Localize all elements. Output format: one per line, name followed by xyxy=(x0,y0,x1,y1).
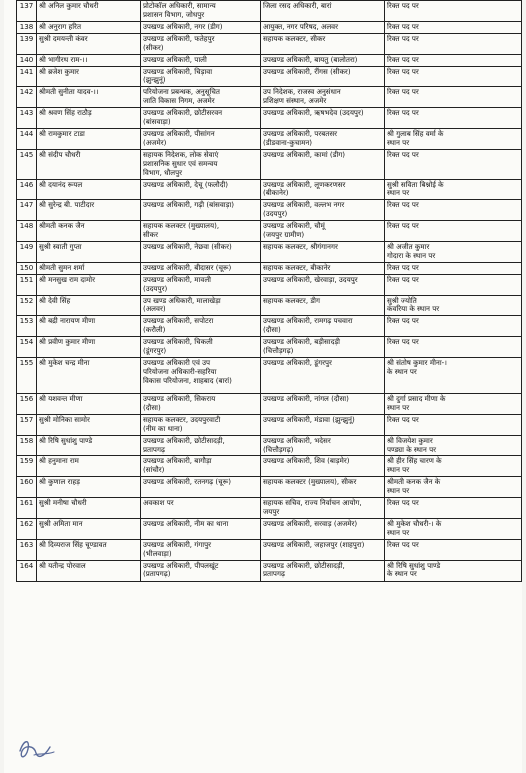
table-row xyxy=(17,295,522,316)
remark-cell: रिक्त पद पर xyxy=(385,21,522,33)
serial-number-cell: 163 xyxy=(17,539,37,560)
serial-number-cell: 139 xyxy=(17,33,37,54)
remark-cell: रिक्त पद पर xyxy=(385,498,522,519)
officer-name-cell: श्रीमती कनक जैन xyxy=(37,221,141,242)
current-posting-cell: अवकाश पर xyxy=(141,498,261,519)
serial-number-cell: 143 xyxy=(17,108,37,129)
new-posting-cell: उपखण्ड अधिकारी, बड़ीसादड़ी (चित्तौड़गढ़) xyxy=(261,337,385,358)
serial-number-cell: 162 xyxy=(17,518,37,539)
serial-number-cell: 141 xyxy=(17,66,37,87)
new-posting-cell: आयुक्त, नगर परिषद, अलवर xyxy=(261,21,385,33)
serial-number-cell: 142 xyxy=(17,87,37,108)
new-posting-cell: उपखण्ड अधिकारी, खेरवाड़ा, उदयपुर xyxy=(261,274,385,295)
table-row xyxy=(17,149,522,179)
remark-cell: रिक्त पद पर xyxy=(385,108,522,129)
current-posting-cell: उपखण्ड अधिकारी, चिड़ावा (झुन्झुनूं) xyxy=(141,66,261,87)
serial-number-cell: 160 xyxy=(17,477,37,498)
serial-number-cell: 158 xyxy=(17,435,37,456)
officer-name-cell: सुश्री मनीषा चौधरी xyxy=(37,498,141,519)
new-posting-cell: जिला रसद अधिकारी, बारां xyxy=(261,1,385,22)
officer-name-cell: श्री अनिल कुमार चौधरी xyxy=(37,1,141,22)
new-posting-cell: सहायक कलक्टर, डीग xyxy=(261,295,385,316)
serial-number-cell: 146 xyxy=(17,179,37,200)
table-row xyxy=(17,179,522,200)
current-posting-cell: सहायक निदेशक, लोक सेवाएं प्रशासनिक सुधार एवं समन्वय विभाग, धौलपुर xyxy=(141,149,261,179)
serial-number-cell: 157 xyxy=(17,414,37,435)
officer-name-cell: श्री रिषि सुधांशु पाण्डे xyxy=(37,435,141,456)
serial-number-cell: 145 xyxy=(17,149,37,179)
new-posting-cell: सहायक कलक्टर (मुख्यालय), सीकर xyxy=(261,477,385,498)
remark-cell: सुश्री सविता बिश्नोई के स्थान पर xyxy=(385,179,522,200)
new-posting-cell: उपखण्ड अधिकारी, वल्लभ नगर (उदयपुर) xyxy=(261,200,385,221)
transfer-table xyxy=(16,0,522,582)
serial-number-cell: 147 xyxy=(17,200,37,221)
new-posting-cell: सहायक कलक्टर, बीकानेर xyxy=(261,262,385,274)
new-posting-cell: उपखण्ड अधिकारी, नांगल (दौसा) xyxy=(261,394,385,415)
current-posting-cell: उपखण्ड अधिकारी, नीम का थाना xyxy=(141,518,261,539)
officer-name-cell: श्री अनुराग हरित xyxy=(37,21,141,33)
remark-cell: रिक्त पद पर xyxy=(385,1,522,22)
table-row xyxy=(17,414,522,435)
remark-cell: श्री मुकेश चौधरी-। के स्थान पर xyxy=(385,518,522,539)
table-row xyxy=(17,560,522,581)
new-posting-cell: उपखण्ड अधिकारी, बायतु (बालोतरा) xyxy=(261,54,385,66)
current-posting-cell: उप खण्ड अधिकारी, मालाखेड़ा (अलवर) xyxy=(141,295,261,316)
current-posting-cell: उपखण्ड अधिकारी, पीपलखूंट (प्रतापगढ़) xyxy=(141,560,261,581)
remark-cell: श्री रिषि सुधांशु पाण्डे के स्थान पर xyxy=(385,560,522,581)
officer-name-cell: सुश्री अमिता मान xyxy=(37,518,141,539)
current-posting-cell: सहायक कलक्टर (मुख्यालय), सीकर xyxy=(141,221,261,242)
table-row xyxy=(17,274,522,295)
current-posting-cell: उपखण्ड अधिकारी, सपोटरा (करौली) xyxy=(141,316,261,337)
current-posting-cell: प्रोटोकॉल अधिकारी, सामान्य प्रशासन विभाग, जोधपुर xyxy=(141,1,261,22)
current-posting-cell: सहायक कलक्टर, उदयपुरवाटी (नीम का थाना) xyxy=(141,414,261,435)
current-posting-cell: उपखण्ड अधिकारी, मावली (उदयपुर) xyxy=(141,274,261,295)
remark-cell: रिक्त पद पर xyxy=(385,539,522,560)
officer-name-cell: श्री देवी सिंह xyxy=(37,295,141,316)
serial-number-cell: 154 xyxy=(17,337,37,358)
officer-name-cell: श्री हनुमाना राम xyxy=(37,456,141,477)
new-posting-cell: उपखण्ड अधिकारी, भदेसर (चित्तौड़गढ़) xyxy=(261,435,385,456)
new-posting-cell: उपखण्ड अधिकारी, लूणकरणसर (बीकानेर) xyxy=(261,179,385,200)
table-row xyxy=(17,87,522,108)
officer-name-cell: श्रीमती सुनीता यादव-।। xyxy=(37,87,141,108)
new-posting-cell: सहायक सचिव, राज्य निर्वाचन आयोग, जयपुर xyxy=(261,498,385,519)
current-posting-cell: उपखण्ड अधिकारी, पाली xyxy=(141,54,261,66)
new-posting-cell: उपखण्ड अधिकारी, चौमूं (जयपुर ग्रामीण) xyxy=(261,221,385,242)
table-row xyxy=(17,435,522,456)
serial-number-cell: 156 xyxy=(17,394,37,415)
current-posting-cell: उपखण्ड अधिकारी, नेछवा (सीकर) xyxy=(141,241,261,262)
remark-cell: रिक्त पद पर xyxy=(385,337,522,358)
new-posting-cell: उपखण्ड अधिकारी, परबतसर (डीडवाना-कुचामन) xyxy=(261,128,385,149)
serial-number-cell: 161 xyxy=(17,498,37,519)
table-row xyxy=(17,262,522,274)
remark-cell: रिक्त पद पर xyxy=(385,33,522,54)
officer-name-cell: श्री यशवन्त मीणा xyxy=(37,394,141,415)
serial-number-cell: 144 xyxy=(17,128,37,149)
current-posting-cell: उपखण्ड अधिकारी, छोटीसादड़ी, प्रतापगढ़ xyxy=(141,435,261,456)
new-posting-cell: उपखण्ड अधिकारी, ऋषभदेव (उदयपुर) xyxy=(261,108,385,129)
table-row xyxy=(17,128,522,149)
table-row xyxy=(17,200,522,221)
remark-cell: श्री संतोष कुमार मीना-। के स्थान पर xyxy=(385,358,522,394)
table-row xyxy=(17,33,522,54)
officer-name-cell: श्री मुकेश चन्द्र मीना xyxy=(37,358,141,394)
remark-cell: श्रीमती कनक जैन के स्थान पर xyxy=(385,477,522,498)
remark-cell: श्री हीर सिंह चारण के स्थान पर xyxy=(385,456,522,477)
serial-number-cell: 152 xyxy=(17,295,37,316)
table-row xyxy=(17,358,522,394)
new-posting-cell: उपखण्ड अधिकारी, रामगढ़ पचवारा (दौसा) xyxy=(261,316,385,337)
new-posting-cell: उपखण्ड अधिकारी, रींगस (सीकर) xyxy=(261,66,385,87)
officer-name-cell: श्री कुणाल राहड़ xyxy=(37,477,141,498)
officer-name-cell: श्री मनसुख राम दामोर xyxy=(37,274,141,295)
table-row xyxy=(17,66,522,87)
table-row xyxy=(17,21,522,33)
remark-cell: श्री दुर्गा प्रसाद मीणा के स्थान पर xyxy=(385,394,522,415)
table-row xyxy=(17,518,522,539)
remark-cell: रिक्त पद पर xyxy=(385,54,522,66)
remark-cell: रिक्त पद पर xyxy=(385,262,522,274)
new-posting-cell: उपखण्ड अधिकारी, जहाजपुर (शाहपुरा) xyxy=(261,539,385,560)
new-posting-cell: उपखण्ड अधिकारी, डूंगरपुर xyxy=(261,358,385,394)
remark-cell: रिक्त पद पर xyxy=(385,87,522,108)
table-row xyxy=(17,456,522,477)
remark-cell: रिक्त पद पर xyxy=(385,221,522,242)
remark-cell: रिक्त पद पर xyxy=(385,274,522,295)
current-posting-cell: उपखण्ड अधिकारी एवं उप परियोजना अधिकारी-सहरिया विकास परियोजना, शाहबाद (बारां) xyxy=(141,358,261,394)
serial-number-cell: 140 xyxy=(17,54,37,66)
officer-name-cell: श्री बद्री नारायण मीणा xyxy=(37,316,141,337)
current-posting-cell: उपखण्ड अधिकारी, गढ़ी (बांसवाड़ा) xyxy=(141,200,261,221)
remark-cell: रिक्त पद पर xyxy=(385,316,522,337)
officer-name-cell: श्री रामकुमार टाडा xyxy=(37,128,141,149)
table-row xyxy=(17,477,522,498)
transfer-table-body xyxy=(17,1,522,582)
remark-cell: रिक्त पद पर xyxy=(385,149,522,179)
officer-name-cell: श्री प्रवीण कुमार मीणा xyxy=(37,337,141,358)
new-posting-cell: उपखण्ड अधिकारी, छोटीसादड़ी, प्रतापगढ़ xyxy=(261,560,385,581)
serial-number-cell: 148 xyxy=(17,221,37,242)
new-posting-cell: उपखण्ड अधिकारी, शिव (बाड़मेर) xyxy=(261,456,385,477)
new-posting-cell: उपखण्ड अधिकारी, कामां (डीग) xyxy=(261,149,385,179)
officer-name-cell: श्री ब्रजेश कुमार xyxy=(37,66,141,87)
current-posting-cell: उपखण्ड अधिकारी, फतेहपुर (सीकर) xyxy=(141,33,261,54)
remark-cell: सुश्री ज्योति कंवरिया के स्थान पर xyxy=(385,295,522,316)
current-posting-cell: उपखण्ड अधिकारी, चिकली (डूंगरपुर) xyxy=(141,337,261,358)
table-row xyxy=(17,1,522,22)
table-row xyxy=(17,394,522,415)
officer-name-cell: सुश्री दमयन्ती कंवर xyxy=(37,33,141,54)
officer-name-cell: श्री श्रवण सिंह राठौड़ xyxy=(37,108,141,129)
officer-name-cell: सुश्री मोनिका सामोर xyxy=(37,414,141,435)
remark-cell: श्री विजयेश कुमार पण्ड्या के स्थान पर xyxy=(385,435,522,456)
current-posting-cell: उपखण्ड अधिकारी, रतनगढ़ (चूरू) xyxy=(141,477,261,498)
officer-name-cell: श्री यतीन्द्र पोरवाल xyxy=(37,560,141,581)
officer-name-cell: श्री दयानंद रूयल xyxy=(37,179,141,200)
current-posting-cell: उपखण्ड अधिकारी, पीसांगन (अजमेर) xyxy=(141,128,261,149)
new-posting-cell: सहायक कलक्टर, सीकर xyxy=(261,33,385,54)
table-row xyxy=(17,241,522,262)
serial-number-cell: 138 xyxy=(17,21,37,33)
serial-number-cell: 164 xyxy=(17,560,37,581)
serial-number-cell: 149 xyxy=(17,241,37,262)
table-row xyxy=(17,108,522,129)
table-row xyxy=(17,54,522,66)
current-posting-cell: उपखण्ड अधिकारी, छोटीसरवन (बांसवाड़ा) xyxy=(141,108,261,129)
document-page xyxy=(4,0,522,773)
serial-number-cell: 153 xyxy=(17,316,37,337)
serial-number-cell: 151 xyxy=(17,274,37,295)
officer-name-cell: श्री दिव्यराज सिंह चूण्डावत xyxy=(37,539,141,560)
remark-cell: रिक्त पद पर xyxy=(385,200,522,221)
current-posting-cell: उपखण्ड अधिकारी, सिकराय (दौसा) xyxy=(141,394,261,415)
officer-name-cell: श्रीमती सुमन शर्मा xyxy=(37,262,141,274)
remark-cell: रिक्त पद पर xyxy=(385,66,522,87)
serial-number-cell: 137 xyxy=(17,1,37,22)
serial-number-cell: 155 xyxy=(17,358,37,394)
current-posting-cell: उपखण्ड अधिकारी, देचू (फलौदी) xyxy=(141,179,261,200)
table-row xyxy=(17,498,522,519)
serial-number-cell: 159 xyxy=(17,456,37,477)
table-row xyxy=(17,316,522,337)
new-posting-cell: उप निदेशक, राजस्व अनुसंधान प्रशिक्षण संस्थान, अजमेर xyxy=(261,87,385,108)
new-posting-cell: सहायक कलक्टर, श्रीगंगानगर xyxy=(261,241,385,262)
signature xyxy=(16,735,56,765)
current-posting-cell: उपखण्ड अधिकारी, बीदासर (चूरू) xyxy=(141,262,261,274)
officer-name-cell: श्री सुरेन्द्र बी. पाटीदार xyxy=(37,200,141,221)
current-posting-cell: परियोजना प्रबन्धक, अनुसूचित जाति विकास निगम, अजमेर xyxy=(141,87,261,108)
remark-cell: श्री गुलाब सिंह वर्मा के स्थान पर xyxy=(385,128,522,149)
current-posting-cell: उपखण्ड अधिकारी, नगर (डीग) xyxy=(141,21,261,33)
remark-cell: रिक्त पद पर xyxy=(385,414,522,435)
officer-name-cell: श्री भागीरथ राम-।। xyxy=(37,54,141,66)
current-posting-cell: उपखण्ड अधिकारी, बागौड़ा (सांचौर) xyxy=(141,456,261,477)
table-row xyxy=(17,221,522,242)
new-posting-cell: उपखण्ड अधिकारी, सरवाड़ (अजमेर) xyxy=(261,518,385,539)
table-row xyxy=(17,337,522,358)
serial-number-cell: 150 xyxy=(17,262,37,274)
new-posting-cell: उपखण्ड अधिकारी, मंडावा (झुन्झुनूं) xyxy=(261,414,385,435)
remark-cell: श्री अजीत कुमार गोदारा के स्थान पर xyxy=(385,241,522,262)
current-posting-cell: उपखण्ड अधिकारी, गंगापुर (भीलवाड़ा) xyxy=(141,539,261,560)
officer-name-cell: सुश्री स्वाती गुप्ता xyxy=(37,241,141,262)
table-row xyxy=(17,539,522,560)
officer-name-cell: श्री संदीप चौधरी xyxy=(37,149,141,179)
